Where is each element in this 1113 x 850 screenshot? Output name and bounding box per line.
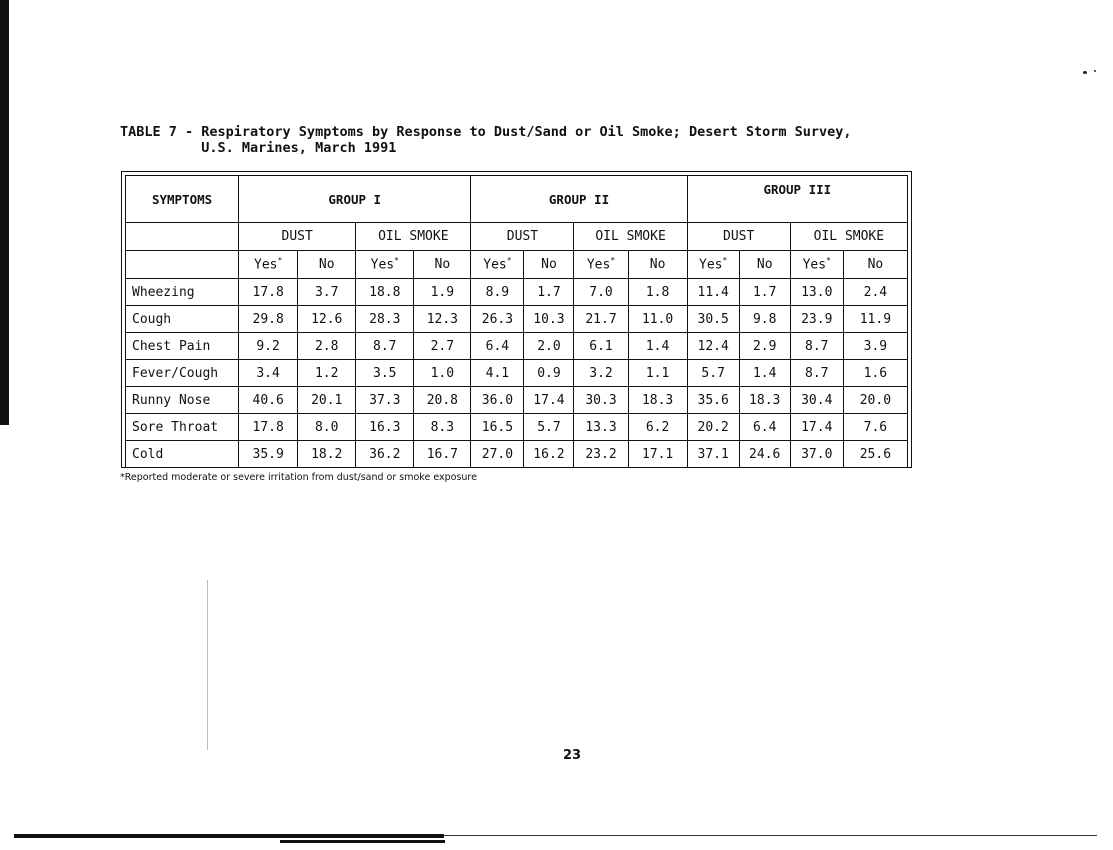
symptom-label: Sore Throat xyxy=(126,414,239,441)
table-row xyxy=(126,360,908,387)
table-row xyxy=(126,441,908,468)
table-cell: 6.4 xyxy=(471,333,524,360)
table-cell: 30.3 xyxy=(574,387,628,414)
group-1-header: GROUP I xyxy=(239,176,471,223)
symptom-label: Fever/Cough xyxy=(126,360,239,387)
yes-header xyxy=(239,251,298,279)
table-cell: 20.0 xyxy=(843,387,907,414)
table-cell: 12.6 xyxy=(298,306,356,333)
table-cell: 1.1 xyxy=(628,360,687,387)
table-cell: 5.7 xyxy=(524,414,574,441)
group-2-header: GROUP II xyxy=(471,176,687,223)
table-cell: 1.7 xyxy=(739,279,790,306)
scan-speck xyxy=(1094,70,1096,72)
table-cell: 3.9 xyxy=(843,333,907,360)
table-cell: 11.4 xyxy=(687,279,739,306)
yes-footnote-marker: * xyxy=(277,256,283,266)
table-cell: 11.0 xyxy=(628,306,687,333)
table-cell: 8.7 xyxy=(790,360,843,387)
table-cell: 7.0 xyxy=(574,279,628,306)
table-cell: 21.7 xyxy=(574,306,628,333)
table-caption xyxy=(120,124,852,156)
table-cell: 30.4 xyxy=(790,387,843,414)
table-cell: 11.9 xyxy=(843,306,907,333)
table-cell: 27.0 xyxy=(471,441,524,468)
empty-header-cell xyxy=(126,251,239,279)
symptom-label: Cough xyxy=(126,306,239,333)
table-cell: 1.4 xyxy=(739,360,790,387)
table-cell: 2.4 xyxy=(843,279,907,306)
table-row xyxy=(126,306,908,333)
page-number: 23 xyxy=(562,748,582,763)
no-header: No xyxy=(843,251,907,279)
table-cell: 16.5 xyxy=(471,414,524,441)
table-footnote: *Reported moderate or severe irritation from dust/sand or smoke exposure xyxy=(120,472,477,483)
table-row xyxy=(126,387,908,414)
table-cell: 17.4 xyxy=(790,414,843,441)
symptoms-header: SYMPTOMS xyxy=(126,176,239,223)
exposure-header-row xyxy=(126,223,908,251)
empty-header-cell xyxy=(126,223,239,251)
table-cell: 12.4 xyxy=(687,333,739,360)
table-cell: 37.0 xyxy=(790,441,843,468)
table-row xyxy=(126,414,908,441)
table-cell: 12.3 xyxy=(414,306,471,333)
no-header: No xyxy=(739,251,790,279)
table-cell: 17.8 xyxy=(239,279,298,306)
scan-speck xyxy=(1083,71,1087,74)
table-cell: 1.0 xyxy=(414,360,471,387)
table-cell: 1.7 xyxy=(524,279,574,306)
table-cell: 30.5 xyxy=(687,306,739,333)
table-cell: 13.0 xyxy=(790,279,843,306)
table-cell: 18.3 xyxy=(739,387,790,414)
table-cell: 3.5 xyxy=(356,360,414,387)
table-cell: 36.2 xyxy=(356,441,414,468)
table-cell: 2.8 xyxy=(298,333,356,360)
table-cell: 8.7 xyxy=(356,333,414,360)
no-header: No xyxy=(524,251,574,279)
table-cell: 6.1 xyxy=(574,333,628,360)
table-cell: 4.1 xyxy=(471,360,524,387)
table-cell: 17.4 xyxy=(524,387,574,414)
table-cell: 26.3 xyxy=(471,306,524,333)
table-cell: 18.3 xyxy=(628,387,687,414)
scan-artifact xyxy=(207,580,208,750)
no-header: No xyxy=(298,251,356,279)
table-cell: 10.3 xyxy=(524,306,574,333)
table-cell: 8.3 xyxy=(414,414,471,441)
table-cell: 3.4 xyxy=(239,360,298,387)
table-cell: 3.2 xyxy=(574,360,628,387)
yes-header xyxy=(471,251,524,279)
yes-label: Yes xyxy=(586,257,611,273)
table-cell: 20.1 xyxy=(298,387,356,414)
table-cell: 7.6 xyxy=(843,414,907,441)
table-cell: 28.3 xyxy=(356,306,414,333)
table-cell: 1.4 xyxy=(628,333,687,360)
table-cell: 1.8 xyxy=(628,279,687,306)
table-cell: 25.6 xyxy=(843,441,907,468)
table-frame xyxy=(121,171,912,468)
table-cell: 2.0 xyxy=(524,333,574,360)
bottom-rule-thick xyxy=(280,840,445,843)
yes-footnote-marker: * xyxy=(610,256,616,266)
table-cell: 9.2 xyxy=(239,333,298,360)
exposure-header: OIL SMOKE xyxy=(574,223,687,251)
yes-label: Yes xyxy=(254,257,278,273)
table-cell: 17.8 xyxy=(239,414,298,441)
table-cell: 36.0 xyxy=(471,387,524,414)
table-cell: 35.6 xyxy=(687,387,739,414)
caption-line-2: U.S. Marines, March 1991 xyxy=(120,140,397,156)
yes-label: Yes xyxy=(370,257,395,273)
table-cell: 18.8 xyxy=(356,279,414,306)
table-cell: 8.9 xyxy=(471,279,524,306)
yes-label: Yes xyxy=(699,257,723,273)
table-cell: 16.7 xyxy=(414,441,471,468)
table-cell: 2.7 xyxy=(414,333,471,360)
yes-footnote-marker: * xyxy=(506,256,512,266)
yes-label: Yes xyxy=(802,257,827,273)
yes-header xyxy=(687,251,739,279)
group-3-header: GROUP III xyxy=(687,176,907,223)
yes-footnote-marker: * xyxy=(394,256,399,266)
bottom-rule-thick xyxy=(14,834,444,838)
table-cell: 23.2 xyxy=(574,441,628,468)
table-cell: 2.9 xyxy=(739,333,790,360)
table-row xyxy=(126,333,908,360)
table-cell: 6.2 xyxy=(628,414,687,441)
table-cell: 16.3 xyxy=(356,414,414,441)
table-cell: 35.9 xyxy=(239,441,298,468)
symptom-label: Wheezing xyxy=(126,279,239,306)
table-cell: 8.7 xyxy=(790,333,843,360)
scan-edge-bar xyxy=(0,0,9,425)
table-cell: 16.2 xyxy=(524,441,574,468)
yes-header xyxy=(790,251,843,279)
symptom-label: Cold xyxy=(126,441,239,468)
table-cell: 40.6 xyxy=(239,387,298,414)
table-cell: 24.6 xyxy=(739,441,790,468)
exposure-header: DUST xyxy=(687,223,790,251)
table-cell: 9.8 xyxy=(739,306,790,333)
table-cell: 1.6 xyxy=(843,360,907,387)
symptom-label: Runny Nose xyxy=(126,387,239,414)
exposure-header: OIL SMOKE xyxy=(790,223,907,251)
table-cell: 29.8 xyxy=(239,306,298,333)
no-header: No xyxy=(628,251,687,279)
table-cell: 0.9 xyxy=(524,360,574,387)
table-cell: 1.2 xyxy=(298,360,356,387)
symptoms-table xyxy=(125,175,908,468)
yes-header xyxy=(574,251,628,279)
yes-header xyxy=(356,251,414,279)
table-row xyxy=(126,279,908,306)
yes-no-header-row xyxy=(126,251,908,279)
table-cell: 18.2 xyxy=(298,441,356,468)
exposure-header: DUST xyxy=(471,223,574,251)
yes-label: Yes xyxy=(483,257,507,273)
table-cell: 20.2 xyxy=(687,414,739,441)
table-cell: 5.7 xyxy=(687,360,739,387)
yes-footnote-marker: * xyxy=(826,256,831,266)
exposure-header: OIL SMOKE xyxy=(356,223,471,251)
yes-footnote-marker: * xyxy=(722,256,728,266)
caption-line-1: TABLE 7 - Respiratory Symptoms by Response to Dust/Sand or Oil Smoke; Desert Storm Survey, xyxy=(120,124,852,140)
table-cell: 20.8 xyxy=(414,387,471,414)
table-cell: 13.3 xyxy=(574,414,628,441)
symptom-label: Chest Pain xyxy=(126,333,239,360)
table-cell: 6.4 xyxy=(739,414,790,441)
no-header: No xyxy=(414,251,471,279)
table-cell: 17.1 xyxy=(628,441,687,468)
table-cell: 3.7 xyxy=(298,279,356,306)
table-cell: 1.9 xyxy=(414,279,471,306)
table-cell: 37.3 xyxy=(356,387,414,414)
table-cell: 37.1 xyxy=(687,441,739,468)
exposure-header: DUST xyxy=(239,223,356,251)
group-header-row xyxy=(126,176,908,223)
table-cell: 8.0 xyxy=(298,414,356,441)
table-cell: 23.9 xyxy=(790,306,843,333)
